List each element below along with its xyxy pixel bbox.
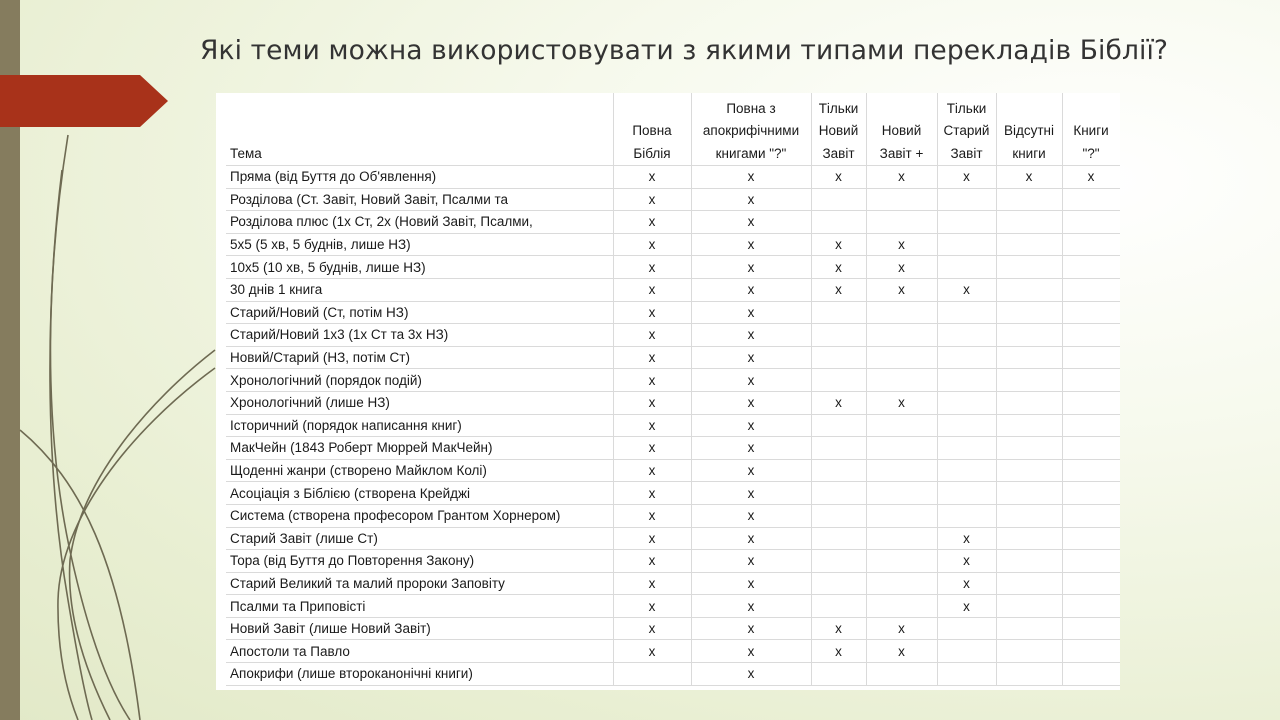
theme-cell: 5х5 (5 хв, 5 буднів, лише НЗ) [226, 233, 613, 256]
table-header-row [226, 93, 1120, 166]
mark-cell-missing [996, 414, 1062, 437]
theme-cell: Хронологічний (лише НЗ) [226, 391, 613, 414]
mark-cell-full: x [613, 437, 691, 460]
mark-cell-nt_plus: x [866, 640, 937, 663]
mark-cell-nt_plus [866, 414, 937, 437]
mark-cell-ot_only [937, 617, 996, 640]
table-row [226, 346, 1120, 369]
mark-cell-nt_plus: x [866, 166, 937, 189]
mark-cell-apoc: x [691, 617, 811, 640]
mark-cell-nt_only [811, 211, 866, 234]
table-row [226, 550, 1120, 573]
mark-cell-q [1062, 278, 1120, 301]
mark-cell-q: x [1062, 166, 1120, 189]
mark-cell-ot_only: x [937, 550, 996, 573]
mark-cell-missing [996, 595, 1062, 618]
mark-cell-nt_plus [866, 482, 937, 505]
mark-cell-apoc: x [691, 482, 811, 505]
mark-cell-missing [996, 256, 1062, 279]
mark-cell-ot_only [937, 301, 996, 324]
mark-cell-ot_only [937, 324, 996, 347]
mark-cell-nt_only: x [811, 256, 866, 279]
table-row [226, 595, 1120, 618]
mark-cell-nt_only: x [811, 391, 866, 414]
mark-cell-full: x [613, 527, 691, 550]
mark-cell-ot_only [937, 414, 996, 437]
mark-cell-apoc: x [691, 256, 811, 279]
column-header-q [1062, 93, 1120, 166]
mark-cell-apoc: x [691, 166, 811, 189]
mark-cell-q [1062, 301, 1120, 324]
column-header-theme [226, 93, 613, 166]
theme-cell: 10х5 (10 хв, 5 буднів, лише НЗ) [226, 256, 613, 279]
table-row [226, 640, 1120, 663]
mark-cell-nt_only [811, 595, 866, 618]
mark-cell-apoc: x [691, 233, 811, 256]
mark-cell-ot_only [937, 256, 996, 279]
table-row [226, 663, 1120, 686]
mark-cell-q [1062, 527, 1120, 550]
table-row [226, 527, 1120, 550]
table-row [226, 437, 1120, 460]
mark-cell-q [1062, 459, 1120, 482]
mark-cell-apoc: x [691, 369, 811, 392]
column-header-nt_plus [866, 93, 937, 166]
theme-cell: Система (створена професором Грантом Хорнером) [226, 504, 613, 527]
theme-cell: Розділова (Ст. Завіт, Новий Завіт, Псалми та [226, 188, 613, 211]
mark-cell-q [1062, 369, 1120, 392]
mark-cell-missing [996, 369, 1062, 392]
mark-cell-missing [996, 233, 1062, 256]
mark-cell-full: x [613, 256, 691, 279]
mark-cell-nt_only [811, 527, 866, 550]
mark-cell-ot_only [937, 640, 996, 663]
theme-cell: Новий/Старий (НЗ, потім Ст) [226, 346, 613, 369]
theme-cell: Новий Завіт (лише Новий Завіт) [226, 617, 613, 640]
theme-cell: Старий Великий та малий пророки Заповіту [226, 572, 613, 595]
column-header-nt_only [811, 93, 866, 166]
table-row [226, 414, 1120, 437]
table-row [226, 369, 1120, 392]
mark-cell-ot_only: x [937, 278, 996, 301]
column-header-line: Книги [1073, 123, 1109, 138]
mark-cell-ot_only: x [937, 527, 996, 550]
mark-cell-q [1062, 391, 1120, 414]
mark-cell-missing [996, 663, 1062, 686]
mark-cell-full: x [613, 572, 691, 595]
mark-cell-nt_only: x [811, 640, 866, 663]
table-row [226, 482, 1120, 505]
theme-cell: Хронологічний (порядок подій) [226, 369, 613, 392]
mark-cell-apoc: x [691, 391, 811, 414]
mark-cell-full: x [613, 595, 691, 618]
mark-cell-q [1062, 504, 1120, 527]
mark-cell-full: x [613, 233, 691, 256]
mark-cell-nt_only [811, 459, 866, 482]
mark-cell-nt_only [811, 346, 866, 369]
mark-cell-nt_plus [866, 663, 937, 686]
theme-cell: Асоціація з Біблією (створена Крейджі [226, 482, 613, 505]
mark-cell-missing [996, 278, 1062, 301]
mark-cell-ot_only [937, 188, 996, 211]
mark-cell-nt_plus [866, 369, 937, 392]
mark-cell-q [1062, 595, 1120, 618]
theme-cell: Історичний (порядок написання книг) [226, 414, 613, 437]
mark-cell-nt_plus [866, 550, 937, 573]
mark-cell-ot_only: x [937, 595, 996, 618]
mark-cell-nt_only: x [811, 166, 866, 189]
slide-title: Які теми можна використовувати з якими типами перекладів Біблії? [200, 35, 1169, 66]
mark-cell-apoc: x [691, 527, 811, 550]
mark-cell-nt_only [811, 663, 866, 686]
mark-cell-full: x [613, 617, 691, 640]
mark-cell-full: x [613, 504, 691, 527]
column-header-line: Новий [818, 123, 859, 138]
mark-cell-nt_only [811, 414, 866, 437]
mark-cell-missing [996, 640, 1062, 663]
mark-cell-apoc: x [691, 211, 811, 234]
mark-cell-full: x [613, 550, 691, 573]
mark-cell-apoc: x [691, 595, 811, 618]
mark-cell-nt_plus [866, 301, 937, 324]
mark-cell-full: x [613, 414, 691, 437]
column-header-line: Завіт [822, 145, 855, 161]
mark-cell-q [1062, 324, 1120, 347]
column-header-line: Повна [632, 123, 672, 138]
mark-cell-ot_only [937, 504, 996, 527]
table-row [226, 278, 1120, 301]
column-header-line: Тема [230, 145, 262, 161]
mark-cell-nt_plus: x [866, 617, 937, 640]
mark-cell-full: x [613, 482, 691, 505]
table-row [226, 301, 1120, 324]
mark-cell-nt_plus [866, 527, 937, 550]
column-header-line: книгами "?" [715, 145, 787, 161]
column-header-apoc [691, 93, 811, 166]
mark-cell-ot_only [937, 233, 996, 256]
mark-cell-full: x [613, 188, 691, 211]
mark-cell-missing [996, 211, 1062, 234]
mark-cell-apoc: x [691, 663, 811, 686]
theme-cell: Щоденні жанри (створено Майклом Колі) [226, 459, 613, 482]
column-header-line: книги [1012, 145, 1046, 161]
mark-cell-apoc: x [691, 188, 811, 211]
mark-cell-nt_only [811, 369, 866, 392]
mark-cell-nt_plus [866, 324, 937, 347]
mark-cell-ot_only [937, 459, 996, 482]
table-row [226, 233, 1120, 256]
mark-cell-nt_plus: x [866, 233, 937, 256]
mark-cell-nt_plus [866, 211, 937, 234]
mark-cell-apoc: x [691, 504, 811, 527]
mark-cell-nt_only: x [811, 617, 866, 640]
mark-cell-nt_plus: x [866, 278, 937, 301]
table-row [226, 211, 1120, 234]
mark-cell-apoc: x [691, 572, 811, 595]
theme-cell: Старий Завіт (лише Ст) [226, 527, 613, 550]
mark-cell-full: x [613, 301, 691, 324]
table-row [226, 391, 1120, 414]
mark-cell-nt_only [811, 188, 866, 211]
mark-cell-missing [996, 504, 1062, 527]
mark-cell-ot_only: x [937, 572, 996, 595]
mark-cell-nt_plus: x [866, 391, 937, 414]
mark-cell-nt_plus [866, 595, 937, 618]
theme-cell: Апостоли та Павло [226, 640, 613, 663]
mark-cell-ot_only [937, 369, 996, 392]
mark-cell-nt_only [811, 437, 866, 460]
mark-cell-q [1062, 437, 1120, 460]
column-header-line: апокрифічними [702, 123, 800, 138]
column-header-line: Завіт + [879, 145, 924, 161]
bible-themes-table [216, 93, 1120, 690]
table-row [226, 504, 1120, 527]
mark-cell-q [1062, 640, 1120, 663]
mark-cell-ot_only [937, 437, 996, 460]
mark-cell-missing [996, 324, 1062, 347]
mark-cell-apoc: x [691, 324, 811, 347]
mark-cell-q [1062, 211, 1120, 234]
mark-cell-nt_plus: x [866, 256, 937, 279]
mark-cell-apoc: x [691, 459, 811, 482]
mark-cell-missing [996, 572, 1062, 595]
column-header-line: Старий [943, 123, 990, 138]
theme-cell: Тора (від Буття до Повторення Закону) [226, 550, 613, 573]
mark-cell-full: x [613, 278, 691, 301]
mark-cell-missing [996, 459, 1062, 482]
mark-cell-nt_only [811, 550, 866, 573]
mark-cell-missing [996, 617, 1062, 640]
mark-cell-missing [996, 301, 1062, 324]
mark-cell-q [1062, 550, 1120, 573]
mark-cell-q [1062, 256, 1120, 279]
column-header-ot_only [937, 93, 996, 166]
column-header-line: Завіт [950, 145, 983, 161]
table-row [226, 324, 1120, 347]
mark-cell-missing [996, 391, 1062, 414]
mark-cell-q [1062, 346, 1120, 369]
mark-cell-ot_only: x [937, 166, 996, 189]
theme-cell: Старий/Новий (Ст, потім НЗ) [226, 301, 613, 324]
mark-cell-missing [996, 527, 1062, 550]
mark-cell-full: x [613, 166, 691, 189]
mark-cell-nt_only [811, 504, 866, 527]
mark-cell-nt_plus [866, 459, 937, 482]
mark-cell-ot_only [937, 663, 996, 686]
mark-cell-ot_only [937, 482, 996, 505]
column-header-full [613, 93, 691, 166]
mark-cell-full: x [613, 346, 691, 369]
mark-cell-apoc: x [691, 278, 811, 301]
table-row [226, 459, 1120, 482]
table-row [226, 572, 1120, 595]
mark-cell-ot_only [937, 211, 996, 234]
mark-cell-full: x [613, 640, 691, 663]
mark-cell-apoc: x [691, 414, 811, 437]
mark-cell-nt_plus [866, 188, 937, 211]
column-header-line: Повна з [726, 100, 776, 116]
mark-cell-full: x [613, 459, 691, 482]
mark-cell-ot_only [937, 346, 996, 369]
mark-cell-apoc: x [691, 301, 811, 324]
mark-cell-missing [996, 550, 1062, 573]
mark-cell-missing [996, 437, 1062, 460]
mark-cell-full: x [613, 324, 691, 347]
column-header-line: Тільки [946, 100, 987, 116]
mark-cell-missing: x [996, 166, 1062, 189]
mark-cell-q [1062, 414, 1120, 437]
mark-cell-nt_plus [866, 437, 937, 460]
mark-cell-full: x [613, 211, 691, 234]
mark-cell-apoc: x [691, 550, 811, 573]
mark-cell-missing [996, 482, 1062, 505]
mark-cell-missing [996, 188, 1062, 211]
mark-cell-q [1062, 572, 1120, 595]
mark-cell-apoc: x [691, 346, 811, 369]
table-row [226, 188, 1120, 211]
mark-cell-full: x [613, 391, 691, 414]
mark-cell-nt_only [811, 482, 866, 505]
table-row [226, 617, 1120, 640]
table-row [226, 256, 1120, 279]
column-header-line: "?" [1082, 145, 1100, 161]
theme-cell: Псалми та Приповісті [226, 595, 613, 618]
mark-cell-full [613, 663, 691, 686]
mark-cell-nt_plus [866, 572, 937, 595]
theme-cell: 30 днів 1 книга [226, 278, 613, 301]
mark-cell-missing [996, 346, 1062, 369]
theme-cell: Розділова плюс (1х Ст, 2х (Новий Завіт, Псалми, [226, 211, 613, 234]
mark-cell-q [1062, 188, 1120, 211]
mark-cell-nt_plus [866, 346, 937, 369]
column-header-missing [996, 93, 1062, 166]
theme-cell: МакЧейн (1843 Роберт Мюррей МакЧейн) [226, 437, 613, 460]
mark-cell-nt_only [811, 301, 866, 324]
theme-cell: Апокрифи (лише второканонічні книги) [226, 663, 613, 686]
mark-cell-nt_only [811, 324, 866, 347]
column-header-line: Біблія [633, 145, 671, 161]
theme-cell: Пряма (від Буття до Об'явлення) [226, 166, 613, 189]
mark-cell-nt_only: x [811, 278, 866, 301]
mark-cell-nt_plus [866, 504, 937, 527]
column-header-line: Відсутні [1003, 123, 1055, 138]
column-header-line: Новий [881, 123, 922, 138]
column-header-line: Тільки [818, 100, 859, 116]
mark-cell-apoc: x [691, 437, 811, 460]
mark-cell-apoc: x [691, 640, 811, 663]
mark-cell-full: x [613, 369, 691, 392]
mark-cell-q [1062, 482, 1120, 505]
mark-cell-q [1062, 663, 1120, 686]
mark-cell-nt_only: x [811, 233, 866, 256]
mark-cell-q [1062, 233, 1120, 256]
mark-cell-nt_only [811, 572, 866, 595]
mark-cell-q [1062, 617, 1120, 640]
theme-cell: Старий/Новий 1х3 (1х Ст та 3х НЗ) [226, 324, 613, 347]
table-row [226, 166, 1120, 189]
mark-cell-ot_only [937, 391, 996, 414]
